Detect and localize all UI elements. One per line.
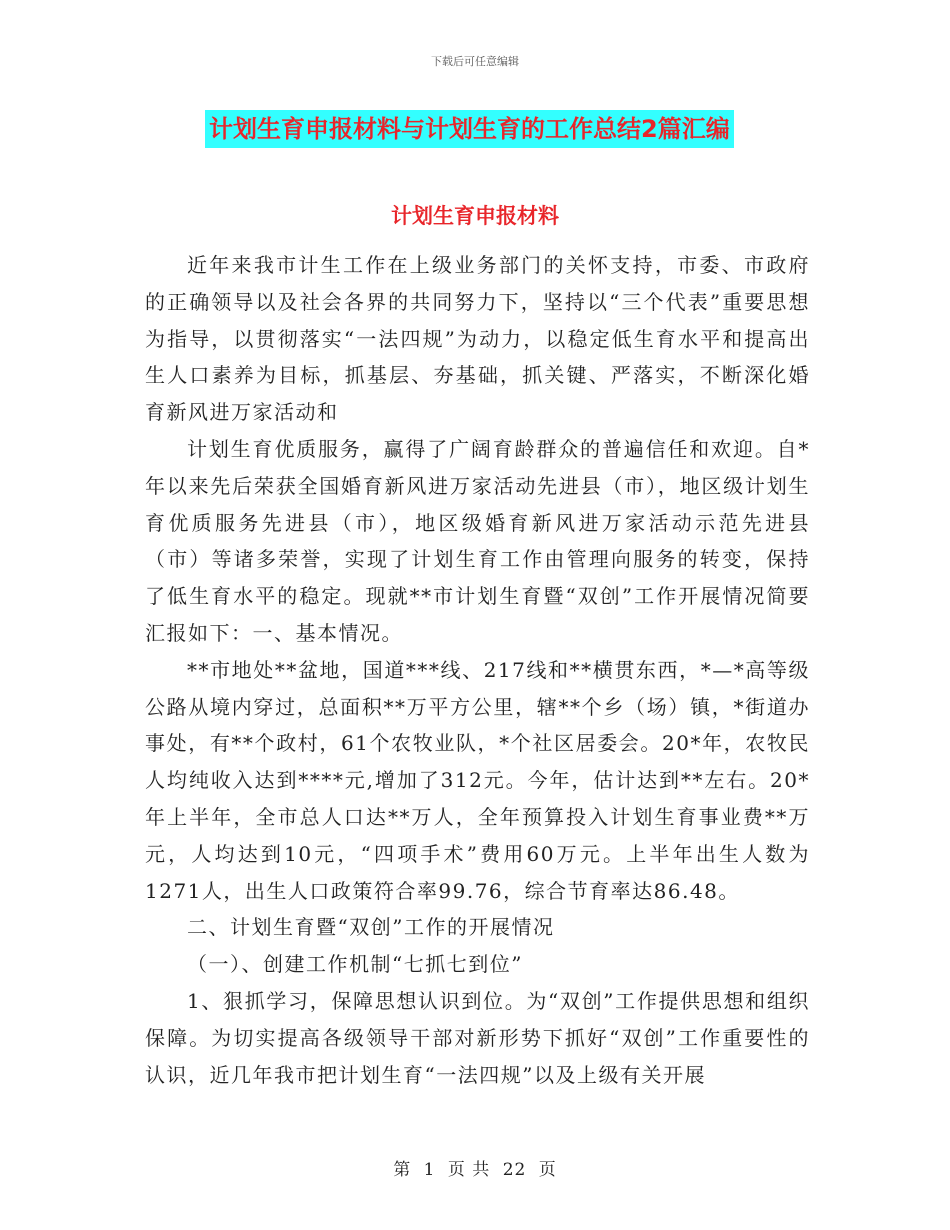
document-body bbox=[145, 247, 810, 1093]
page-footer bbox=[0, 1155, 950, 1180]
paragraph: 计划生育优质服务，赢得了广阔育龄群众的普遍信任和欢迎。自*年以来先后荣获全国婚育新风进万家活动先进县（市），地区级计划生育优质服务先进县（市），地区级婚育新风进万家活动示范先进县（市）等诸多荣誉，实现了计划生育工作由管理向服务的转变，保持了低生育水平的稳定。现就**市计划生育暨“双创”工作开展情况简要汇报如下：一、基本情况。 bbox=[145, 436, 810, 645]
page-mid: 页 共 bbox=[447, 1160, 491, 1180]
section-title: 计划生育申报材料 bbox=[391, 204, 559, 228]
subheading: 二、计划生育暨“双创”工作的开展情况 bbox=[187, 915, 555, 940]
subheading: （一）、创建工作机制“七抓七到位” bbox=[187, 952, 523, 977]
document-title: 计划生育申报材料与计划生育的工作总结2篇汇编 bbox=[205, 110, 734, 148]
paragraph: **市地处**盆地，国道***线、217线和**横贯东西，*—*高等级公路从境内穿过，总面积**万平方公里，辖**个乡（场）镇，*街道办事处，有**个政村，61个农牧业队，*个社区居委会。20*年，农牧民人均纯收入达到****元,增加了312元。今年，估计达到**左右。20*年上半年，全市总人口达**万人，全年预算投入计划生育事业费**万元，人均达到10元，“四项手术”费用60万元。上半年出生人数为1271人，出生人口政策符合率99.76，综合节育率达86.48。 bbox=[145, 657, 810, 903]
page-total: 22 bbox=[502, 1160, 527, 1180]
paragraph: 1、狠抓学习，保障思想认识到位。为“双创”工作提供思想和组织保障。为切实提高各级领导干部对新形势下抓好“双创”工作重要性的认识，近几年我市把计划生育“一法四规”以及上级有关开展 bbox=[145, 988, 810, 1087]
page-suffix: 页 bbox=[538, 1160, 557, 1180]
page-number: 1 bbox=[423, 1160, 436, 1180]
page-prefix: 第 bbox=[393, 1160, 412, 1180]
paragraph: 近年来我市计生工作在上级业务部门的关怀支持，市委、市政府的正确领导以及社会各界的共同努力下，坚持以“三个代表”重要思想为指导，以贯彻落实“一法四规”为动力，以稳定低生育水平和提高出生人口素养为目标，抓基层、夯基础，抓关键、严落实，不断深化婚育新风进万家活动和 bbox=[145, 253, 810, 425]
header-note: 下载后可任意编辑 bbox=[431, 55, 519, 68]
